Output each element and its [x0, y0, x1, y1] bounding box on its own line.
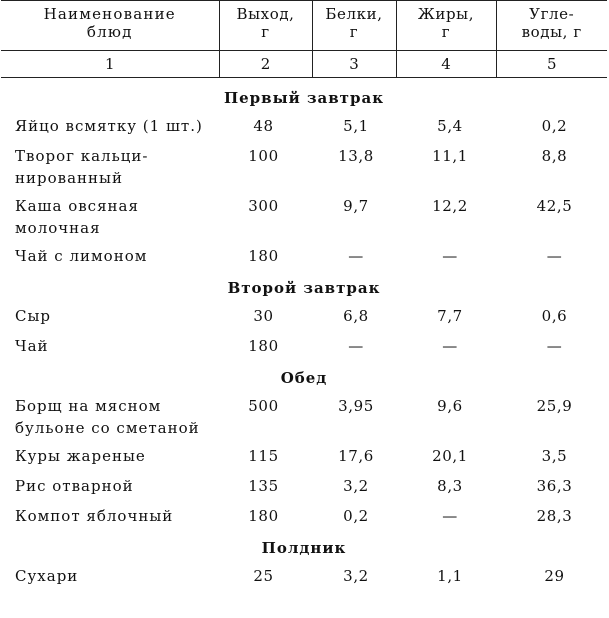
- header-output: Выход, г: [219, 1, 312, 51]
- protein-value: 17,6: [338, 447, 374, 465]
- table-row: [1, 192, 607, 242]
- dish-name-line: Компот яблочный: [15, 507, 174, 525]
- dish-name: [1, 302, 219, 332]
- header-protein: Белки, г: [312, 1, 396, 51]
- dish-name-line: Чай: [15, 337, 49, 355]
- dish-name-line: молочная: [15, 219, 101, 237]
- dish-name: [1, 192, 219, 242]
- carbs-value: 36,3: [536, 477, 573, 495]
- column-number: 5: [496, 51, 607, 78]
- table-row: [1, 302, 607, 332]
- output-value: 500: [248, 397, 279, 415]
- carbs-value: 3,5: [541, 447, 568, 465]
- fat-value: 7,7: [437, 307, 463, 325]
- dish-name: [1, 332, 219, 362]
- output-value: 25: [253, 567, 274, 585]
- section-title: Обед: [280, 369, 328, 387]
- table-row: [1, 392, 607, 442]
- table-row: [1, 142, 607, 192]
- fat-value: 12,2: [432, 197, 468, 215]
- column-number-row: [1, 51, 607, 78]
- header-fat: Жиры, г: [396, 1, 496, 51]
- fat-value: —: [442, 247, 458, 265]
- column-number: 4: [396, 51, 496, 78]
- fat-value: 11,1: [432, 147, 468, 165]
- dish-name-line: Сухари: [15, 567, 79, 585]
- output-value: 180: [248, 507, 279, 525]
- table-row: [1, 472, 607, 502]
- dish-name: [1, 392, 219, 442]
- section-title: Полдник: [261, 539, 347, 557]
- dish-name-line: Чай с лимоном: [15, 247, 148, 265]
- output-value: 135: [248, 477, 279, 495]
- protein-value: 3,95: [338, 397, 374, 415]
- protein-value: 3,2: [343, 567, 369, 585]
- table-row: [1, 242, 607, 272]
- header-carbs: Угле- воды, г: [496, 1, 607, 51]
- output-value: 180: [248, 337, 279, 355]
- dish-name: [1, 142, 219, 192]
- fat-value: —: [442, 507, 458, 525]
- dish-name-line: Каша овсяная: [15, 197, 139, 215]
- header-name: Наименование блюд: [1, 1, 219, 51]
- dish-name: [1, 562, 219, 592]
- carbs-value: 25,9: [536, 397, 573, 415]
- section-row: [1, 362, 607, 392]
- table-row: [1, 112, 607, 142]
- dish-name-line: Борщ на мясном: [15, 397, 162, 415]
- output-value: 30: [253, 307, 274, 325]
- protein-value: 9,7: [343, 197, 369, 215]
- fat-value: —: [442, 337, 458, 355]
- table-row: [1, 562, 607, 592]
- output-value: 300: [248, 197, 279, 215]
- output-value: 48: [253, 117, 274, 135]
- fat-value: 9,6: [437, 397, 463, 415]
- dish-name-line: Сыр: [15, 307, 52, 325]
- protein-value: —: [348, 247, 364, 265]
- section-title: Второй завтрак: [227, 279, 381, 297]
- fat-value: 5,4: [437, 117, 463, 135]
- dish-name-line: Куры жареные: [15, 447, 146, 465]
- dish-name-line: нированный: [15, 169, 123, 187]
- table-row: [1, 442, 607, 472]
- protein-value: —: [348, 337, 364, 355]
- table-body: [1, 78, 607, 593]
- dish-name: [1, 242, 219, 272]
- table-row: [1, 332, 607, 362]
- column-number: 3: [312, 51, 396, 78]
- dish-name-line: Рис отварной: [15, 477, 134, 495]
- carbs-value: 0,2: [541, 117, 568, 135]
- nutrition-table: [1, 0, 607, 592]
- dish-name: [1, 442, 219, 472]
- protein-value: 0,2: [343, 507, 369, 525]
- carbs-value: —: [546, 247, 563, 265]
- fat-value: 8,3: [437, 477, 463, 495]
- dish-name: [1, 472, 219, 502]
- dish-name-line: Яйцо всмятку (1 шт.): [15, 117, 203, 135]
- carbs-value: 28,3: [536, 507, 573, 525]
- header-row: [1, 1, 607, 51]
- fat-value: 20,1: [432, 447, 468, 465]
- column-number: 2: [219, 51, 312, 78]
- carbs-value: 8,8: [541, 147, 568, 165]
- fat-value: 1,1: [437, 567, 463, 585]
- section-title: Первый завтрак: [223, 89, 385, 107]
- section-row: [1, 272, 607, 302]
- section-row: [1, 78, 607, 113]
- carbs-value: 29: [544, 567, 565, 585]
- dish-name: [1, 502, 219, 532]
- protein-value: 5,1: [343, 117, 369, 135]
- protein-value: 6,8: [343, 307, 369, 325]
- dish-name-line: бульоне со сметаной: [15, 419, 200, 437]
- output-value: 180: [248, 247, 279, 265]
- output-value: 100: [248, 147, 279, 165]
- carbs-value: 42,5: [536, 197, 573, 215]
- dish-name: [1, 112, 219, 142]
- protein-value: 13,8: [338, 147, 374, 165]
- carbs-value: —: [546, 337, 563, 355]
- dish-name-line: Творог кальци-: [15, 147, 149, 165]
- column-number: 1: [1, 51, 219, 78]
- section-row: [1, 532, 607, 562]
- output-value: 115: [248, 447, 279, 465]
- table-row: [1, 502, 607, 532]
- protein-value: 3,2: [343, 477, 369, 495]
- carbs-value: 0,6: [541, 307, 568, 325]
